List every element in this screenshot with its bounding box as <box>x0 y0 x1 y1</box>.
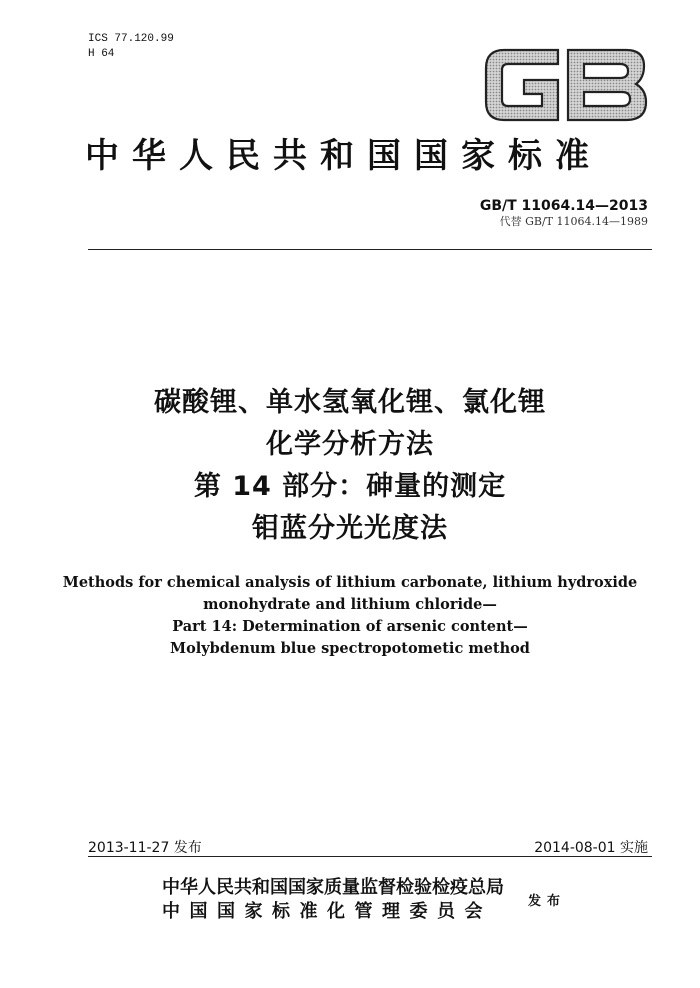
chinese-title-line-3: 第 14 部分：砷量的测定 <box>193 471 507 502</box>
footer-divider <box>88 856 652 857</box>
english-title-line-4: Molybdenum blue spectropotometic method <box>170 640 530 657</box>
english-title <box>0 572 700 660</box>
implementation-date: 2014-08-01 实施 <box>534 840 648 856</box>
gb-logo <box>480 40 650 130</box>
chinese-title-line-1: 碳酸锂、单水氢氧化锂、氯化锂 <box>154 387 546 418</box>
standard-name: 中华人民共和国国家标准 <box>85 136 602 176</box>
ccs-code: H 64 <box>88 48 115 60</box>
issuer-line-2: 中国国家标准化管理委员会 <box>162 901 492 922</box>
english-title-line-3: Part 14: Determination of arsenic content— <box>172 618 528 635</box>
chinese-title-line-4: 钼蓝分光光度法 <box>252 513 448 544</box>
issuing-authorities <box>162 876 504 924</box>
replaces-code: 代替 GB/T 11064.14—1989 <box>499 215 648 228</box>
issue-label: 发布 <box>528 894 567 909</box>
standard-code-block <box>480 198 648 230</box>
standard-code: GB/T 11064.14—2013 <box>479 198 648 214</box>
header-divider <box>88 249 652 250</box>
english-title-line-2: monohydrate and lithium chloride— <box>203 596 497 613</box>
publish-date: 2013-11-27 发布 <box>88 840 202 856</box>
classification-codes <box>88 32 174 62</box>
english-title-line-1: Methods for chemical analysis of lithium carbonate, lithium hydroxide <box>62 574 638 591</box>
issuer-line-1: 中华人民共和国国家质量监督检验检疫总局 <box>162 877 504 898</box>
ics-code: ICS 77.120.99 <box>88 33 174 45</box>
chinese-title <box>0 382 700 550</box>
chinese-title-line-2: 化学分析方法 <box>266 429 434 460</box>
